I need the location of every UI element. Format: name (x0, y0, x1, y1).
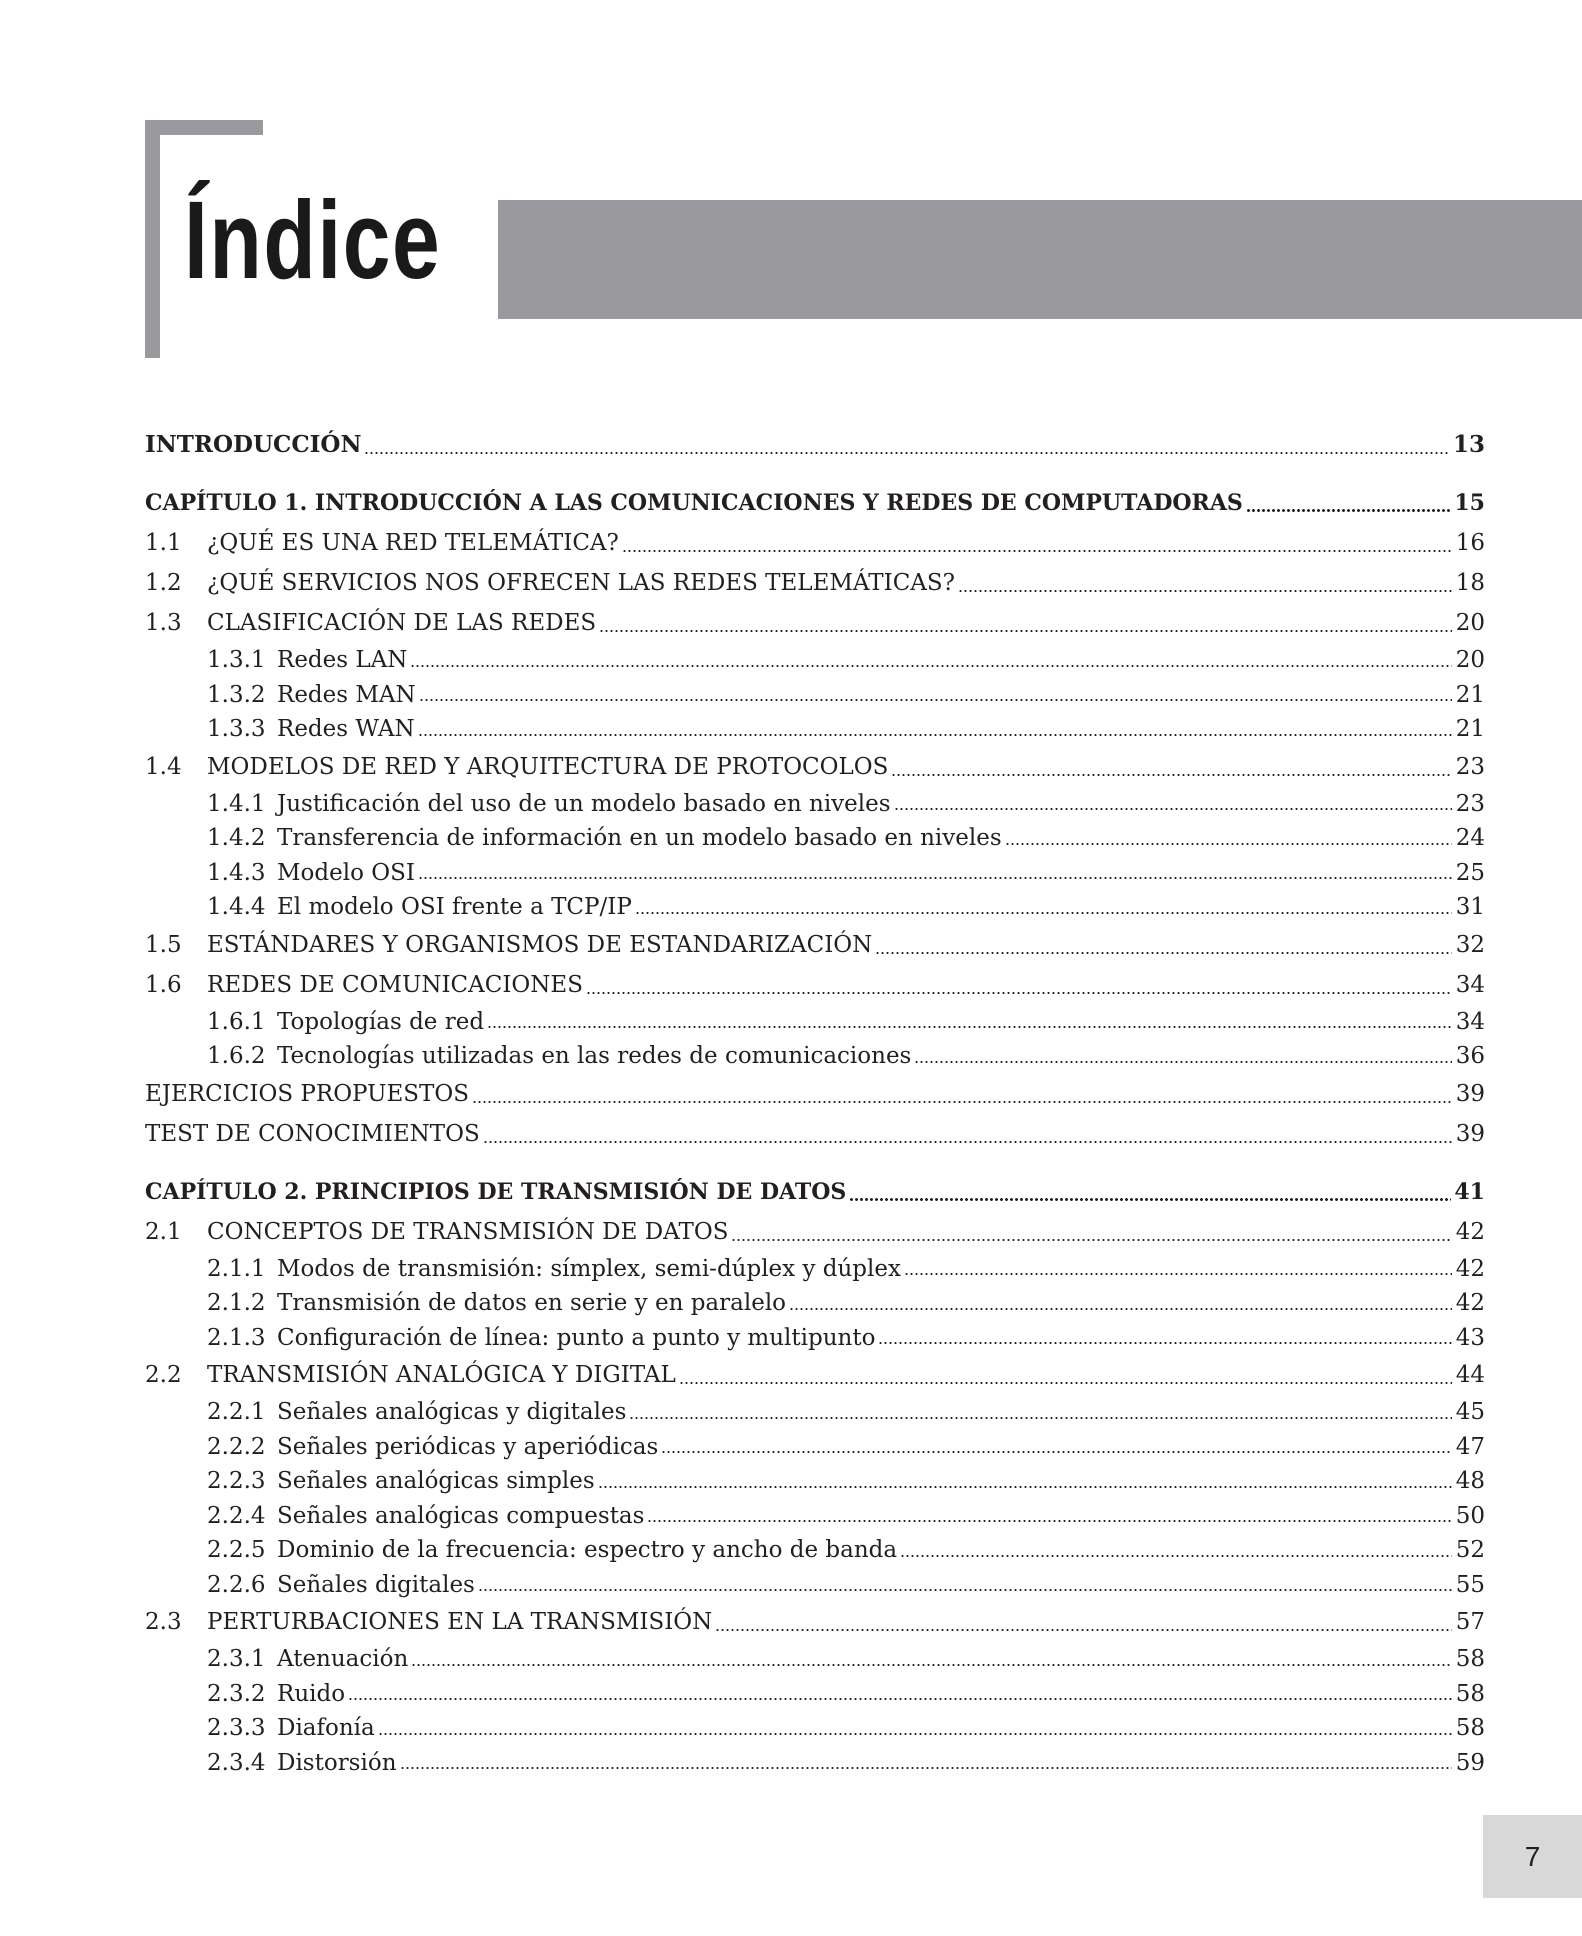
toc-entry-label: Redes MAN (277, 681, 416, 708)
toc-entry-label: Señales analógicas y digitales (277, 1399, 627, 1425)
dot-leader (419, 690, 1452, 702)
toc-subsection-entry[interactable] (145, 1430, 1485, 1465)
toc-subsection-entry[interactable] (145, 821, 1485, 856)
toc-entry-label: PERTURBACIONES EN LA TRANSMISIÓN (207, 1609, 713, 1635)
dot-leader (1005, 834, 1452, 846)
dot-leader (483, 1132, 1452, 1144)
toc-entry-number: 2.2.4 (207, 1502, 266, 1529)
toc-subsection-entry[interactable] (145, 1677, 1485, 1712)
toc-entry-number: 2.3.1 (207, 1646, 266, 1672)
toc-chapter-entry[interactable] (145, 1172, 1485, 1212)
dot-leader (599, 621, 1452, 633)
toc-section-entry[interactable] (145, 965, 1485, 1005)
toc-entry-page: 23 (1455, 790, 1485, 817)
toc-entry-label: Transferencia de información en un modelo basado en niveles (277, 825, 1002, 851)
toc-entry-number: 1.5 (145, 931, 182, 958)
toc-entry-number: 1.2 (145, 570, 182, 596)
dot-leader (418, 868, 1452, 880)
toc-entry-page: 25 (1455, 859, 1485, 886)
toc-entry-label: Ruido (277, 1680, 346, 1707)
toc-entry-label: TEST DE CONOCIMIENTOS (145, 1120, 480, 1147)
toc-entry-page: 42 (1455, 1290, 1485, 1316)
toc-subsection-entry[interactable] (145, 1039, 1485, 1074)
toc-entry-number: 1.4.4 (207, 894, 266, 920)
toc-entry-page: 15 (1454, 490, 1485, 516)
toc-entry-page: 16 (1455, 530, 1485, 556)
toc-entry-page: 47 (1455, 1433, 1485, 1460)
dot-leader (622, 541, 1452, 553)
dot-leader (472, 1092, 1452, 1104)
toc-entry-label: TRANSMISIÓN ANALÓGICA Y DIGITAL (207, 1362, 676, 1388)
toc-subsection-entry[interactable] (145, 1252, 1485, 1287)
page-title: Índice (184, 179, 442, 302)
toc-entry-page: 52 (1455, 1537, 1485, 1563)
toc-entry-page: 39 (1455, 1080, 1485, 1107)
dot-leader (789, 1299, 1452, 1311)
toc-entry-number: 2.3.3 (207, 1715, 266, 1741)
toc-entry-page: 48 (1455, 1468, 1485, 1494)
dot-leader (629, 1408, 1452, 1420)
toc-entry-label: El modelo OSI frente a TCP/IP (277, 894, 632, 920)
dot-leader (378, 1724, 1452, 1736)
dot-leader (679, 1373, 1452, 1385)
toc-entry-page: 34 (1455, 971, 1485, 998)
toc-entry-number: 1.4 (145, 753, 182, 780)
toc-entry-label: Distorsión (277, 1749, 397, 1776)
toc-subsection-entry[interactable] (145, 1286, 1485, 1321)
toc-entry-label: EJERCICIOS PROPUESTOS (145, 1080, 470, 1107)
title-bracket-horizontal (145, 120, 263, 135)
dot-leader (348, 1689, 1452, 1701)
toc-entry-number: 2.2.2 (207, 1433, 266, 1460)
toc-entry-page: 44 (1455, 1362, 1485, 1388)
toc-subsection-entry[interactable] (145, 1711, 1485, 1746)
page-number: 7 (1524, 1840, 1541, 1872)
toc-entry-page: 43 (1455, 1324, 1485, 1351)
toc-entry-page: 23 (1455, 753, 1485, 780)
toc-entry-number: 1.6.2 (207, 1043, 266, 1069)
toc-entry-number: 2.1.1 (207, 1255, 266, 1282)
toc-entry-label: Tecnologías utilizadas en las redes de comunicaciones (277, 1043, 912, 1069)
toc-subsection-entry[interactable] (145, 1499, 1485, 1534)
toc-top-entry[interactable] (145, 1114, 1485, 1154)
toc-entry-label: Redes LAN (277, 647, 408, 673)
dot-leader (410, 656, 1452, 668)
toc-entry-page: 13 (1452, 431, 1485, 458)
toc-entry-label: Redes WAN (277, 716, 415, 742)
toc-subsection-entry[interactable] (145, 787, 1485, 822)
dot-leader (400, 1758, 1452, 1770)
dot-leader (891, 765, 1452, 777)
dot-leader (364, 443, 1450, 455)
dot-leader (487, 1017, 1452, 1029)
toc-subsection-entry[interactable] (145, 1321, 1485, 1356)
toc-entry-number: 2.2.3 (207, 1468, 266, 1494)
toc-entry-page: 24 (1455, 825, 1485, 851)
toc-gap (145, 465, 1485, 483)
toc-entry-label: MODELOS DE RED Y ARQUITECTURA DE PROTOCOLOS (207, 753, 889, 780)
toc-entry-number: 2.2.1 (207, 1399, 266, 1425)
toc-entry-label: ¿QUÉ SERVICIOS NOS OFRECEN LAS REDES TELEMÁTICAS? (207, 570, 955, 596)
toc-subsection-entry[interactable] (145, 1642, 1485, 1677)
dot-leader (478, 1580, 1452, 1592)
toc-entry-page: 55 (1455, 1571, 1485, 1598)
toc-entry-page: 36 (1455, 1043, 1485, 1069)
toc-entry-number: 2.2.5 (207, 1537, 266, 1563)
toc-subsection-entry[interactable] (145, 1568, 1485, 1603)
toc-subsection-entry[interactable] (145, 1533, 1485, 1568)
toc-entry-label: REDES DE COMUNICACIONES (207, 971, 583, 998)
toc-entry-label: Modelo OSI (277, 859, 415, 886)
toc-entry-number: 2.3.2 (207, 1680, 266, 1707)
toc-entry-page: 58 (1455, 1646, 1485, 1672)
toc-section-entry[interactable] (145, 1212, 1485, 1252)
toc-entry-label: ¿QUÉ ES UNA RED TELEMÁTICA? (207, 530, 619, 556)
toc-entry-label: Señales analógicas compuestas (277, 1502, 645, 1529)
toc-entry-label: Topologías de red (277, 1008, 485, 1035)
toc-entry-number: 2.1 (145, 1218, 182, 1245)
dot-leader (731, 1230, 1452, 1242)
toc-entry-number: 1.4.3 (207, 859, 266, 886)
toc-section-entry[interactable] (145, 563, 1485, 603)
toc-entry-label: CLASIFICACIÓN DE LAS REDES (207, 610, 597, 636)
toc-entry-number: 2.3.4 (207, 1749, 266, 1776)
toc-gap (145, 1154, 1485, 1172)
toc-entry-number: 1.4.1 (207, 790, 266, 817)
dot-leader (904, 1264, 1452, 1276)
toc-entry-label: Dominio de la frecuencia: espectro y ancho de banda (277, 1537, 898, 1563)
toc-entry-page: 42 (1455, 1218, 1485, 1245)
toc-section-entry[interactable] (145, 523, 1485, 563)
toc-section-entry[interactable] (145, 1355, 1485, 1395)
dot-leader (418, 725, 1452, 737)
toc-entry-page: 41 (1454, 1178, 1485, 1205)
toc-entry-page: 20 (1455, 610, 1485, 636)
dot-leader (900, 1546, 1452, 1558)
toc-entry-page: 59 (1455, 1749, 1485, 1776)
toc-entry-label: Atenuación (277, 1646, 409, 1672)
toc-subsection-entry[interactable] (145, 1464, 1485, 1499)
toc-subsection-entry[interactable] (145, 643, 1485, 678)
toc-entry-number: 1.6 (145, 971, 182, 998)
toc-entry-number: 1.3 (145, 610, 182, 636)
toc-subsection-entry[interactable] (145, 1746, 1485, 1781)
toc-entry-page: 21 (1455, 716, 1485, 742)
toc-top-entry[interactable] (145, 425, 1485, 465)
toc-chapter-entry[interactable] (145, 483, 1485, 523)
dot-leader (411, 1655, 1452, 1667)
toc-top-entry[interactable] (145, 1074, 1485, 1114)
table-of-contents (145, 425, 1485, 1780)
dot-leader (715, 1620, 1452, 1632)
dot-leader (878, 1333, 1452, 1345)
toc-entry-page: 58 (1455, 1680, 1485, 1707)
dot-leader (1246, 501, 1452, 513)
toc-section-entry[interactable] (145, 1602, 1485, 1642)
toc-section-entry[interactable] (145, 747, 1485, 787)
dot-leader (894, 799, 1452, 811)
toc-entry-page: 20 (1455, 647, 1485, 673)
toc-entry-number: 1.4.2 (207, 825, 266, 851)
toc-entry-label: Transmisión de datos en serie y en paralelo (277, 1290, 787, 1316)
toc-entry-label: Señales digitales (277, 1571, 475, 1598)
toc-entry-page: 32 (1455, 931, 1485, 958)
dot-leader (635, 903, 1452, 915)
toc-subsection-entry[interactable] (145, 890, 1485, 925)
toc-entry-number: 1.1 (145, 530, 182, 556)
toc-entry-number: 2.3 (145, 1609, 182, 1635)
title-gray-bar (498, 200, 1582, 319)
dot-leader (875, 943, 1452, 955)
toc-subsection-entry[interactable] (145, 1395, 1485, 1430)
dot-leader (647, 1511, 1452, 1523)
page-number-box (1483, 1815, 1582, 1898)
toc-entry-number: 2.2 (145, 1362, 182, 1388)
toc-subsection-entry[interactable] (145, 1005, 1485, 1040)
toc-entry-label: Diafonía (277, 1715, 375, 1741)
toc-entry-number: 2.1.2 (207, 1290, 266, 1316)
toc-entry-number: 2.1.3 (207, 1324, 266, 1351)
dot-leader (849, 1190, 1451, 1202)
title-bracket-vertical (145, 120, 160, 358)
toc-entry-number: 1.6.1 (207, 1008, 266, 1035)
toc-entry-number: 2.2.6 (207, 1571, 266, 1598)
toc-entry-number: 1.3.2 (207, 681, 266, 708)
toc-entry-label: CAPÍTULO 2. PRINCIPIOS DE TRANSMISIÓN DE DATOS (145, 1178, 847, 1205)
toc-entry-label: CONCEPTOS DE TRANSMISIÓN DE DATOS (207, 1218, 729, 1245)
toc-entry-page: 42 (1455, 1255, 1485, 1282)
toc-entry-page: 31 (1455, 894, 1485, 920)
toc-entry-page: 34 (1455, 1008, 1485, 1035)
toc-entry-label: Configuración de línea: punto a punto y multipunto (277, 1324, 876, 1351)
toc-entry-label: Justificación del uso de un modelo basado en niveles (277, 790, 891, 817)
toc-entry-page: 58 (1455, 1715, 1485, 1741)
toc-entry-page: 57 (1455, 1609, 1485, 1635)
toc-section-entry[interactable] (145, 925, 1485, 965)
dot-leader (914, 1052, 1452, 1064)
toc-entry-number: 1.3.1 (207, 647, 266, 673)
toc-subsection-entry[interactable] (145, 712, 1485, 747)
dot-leader (661, 1442, 1452, 1454)
toc-entry-label: Señales periódicas y aperiódicas (277, 1433, 659, 1460)
dot-leader (598, 1477, 1452, 1489)
toc-entry-page: 50 (1455, 1502, 1485, 1529)
toc-entry-page: 39 (1455, 1120, 1485, 1147)
toc-entry-number: 1.3.3 (207, 716, 266, 742)
toc-subsection-entry[interactable] (145, 678, 1485, 713)
toc-entry-page: 18 (1455, 570, 1485, 596)
toc-entry-label: INTRODUCCIÓN (145, 431, 362, 458)
toc-entry-page: 21 (1455, 681, 1485, 708)
toc-entry-label: Modos de transmisión: símplex, semi-dúplex y dúplex (277, 1255, 901, 1282)
toc-entry-label: Señales analógicas simples (277, 1468, 595, 1494)
dot-leader (586, 983, 1452, 995)
toc-entry-page: 45 (1455, 1399, 1485, 1425)
toc-section-entry[interactable] (145, 603, 1485, 643)
dot-leader (958, 581, 1452, 593)
toc-entry-label: CAPÍTULO 1. INTRODUCCIÓN A LAS COMUNICACIONES Y REDES DE COMPUTADORAS (145, 490, 1243, 516)
toc-entry-label: ESTÁNDARES Y ORGANISMOS DE ESTANDARIZACIÓN (207, 931, 873, 958)
toc-subsection-entry[interactable] (145, 856, 1485, 891)
